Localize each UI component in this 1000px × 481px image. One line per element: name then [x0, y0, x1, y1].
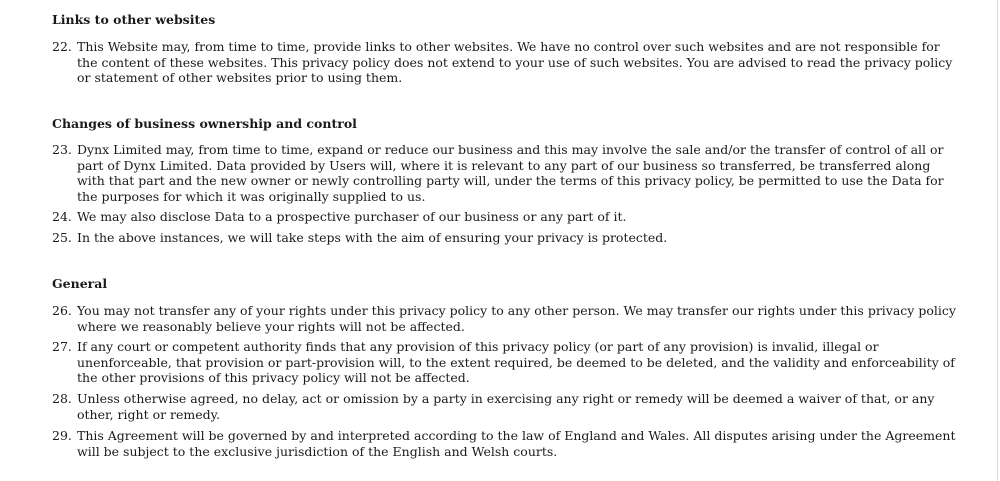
- list-item-25: [52, 230, 957, 246]
- item-text: Unless otherwise agreed, no delay, act or omission by a party in exercising any right or remedy will be deemed a waiver of that, or any other, right or remedy.: [77, 391, 935, 422]
- item-number: 29.: [52, 428, 72, 443]
- list-item-26: [52, 303, 957, 334]
- list-item-23: [52, 142, 957, 204]
- item-text: If any court or competent authority finds that any provision of this privacy policy (or part of any provision) is invalid, illegal or unenforceable, that provision or part-provision will, to the extent required, be deemed to be deleted, and the validity and enforceability of the other provisions of this privacy policy will not be affected.: [77, 339, 955, 386]
- item-number: 26.: [52, 303, 72, 318]
- section-heading-ownership: Changes of business ownership and control: [52, 116, 357, 131]
- list-item-28: [52, 391, 957, 422]
- item-number: 24.: [52, 209, 72, 224]
- item-number: 22.: [52, 39, 72, 54]
- item-text: You may not transfer any of your rights under this privacy policy to any other person. We may transfer our rights under this privacy policy where we reasonably believe your rights will not be affected.: [77, 303, 956, 334]
- item-text: Dynx Limited may, from time to time, expand or reduce our business and this may involve the sale and/or the transfer of control of all or part of Dynx Limited. Data provided by Users will, where it is relevant to any part of our business so transferred, be transferred along with that part and the new owner or newly controlling party will, under the terms of this privacy policy, be permitted to use the Data for the purposes for which it was originally supplied to us.: [77, 142, 944, 204]
- list-item-29: [52, 428, 957, 459]
- list-item-22: [52, 39, 957, 86]
- item-number: 23.: [52, 142, 72, 157]
- list-item-27: [52, 339, 957, 386]
- list-item-24: [52, 209, 957, 225]
- section-heading-links: Links to other websites: [52, 12, 216, 27]
- item-number: 25.: [52, 230, 72, 245]
- section-heading-general: General: [52, 276, 108, 291]
- item-text: This Agreement will be governed by and interpreted according to the law of England and Wales. All disputes arising under the Agreement will be subject to the exclusive jurisdiction of the English and Welsh courts.: [77, 428, 956, 459]
- item-text: In the above instances, we will take steps with the aim of ensuring your privacy is protected.: [77, 230, 668, 245]
- item-number: 28.: [52, 391, 72, 406]
- item-text: This Website may, from time to time, provide links to other websites. We have no control over such websites and are not responsible for the content of these websites. This privacy policy does not extend to your use of such websites. You are advised to read the privacy policy or statement of other websites prior to using them.: [77, 39, 953, 86]
- item-number: 27.: [52, 339, 72, 354]
- item-text: We may also disclose Data to a prospective purchaser of our business or any part of it.: [77, 209, 627, 224]
